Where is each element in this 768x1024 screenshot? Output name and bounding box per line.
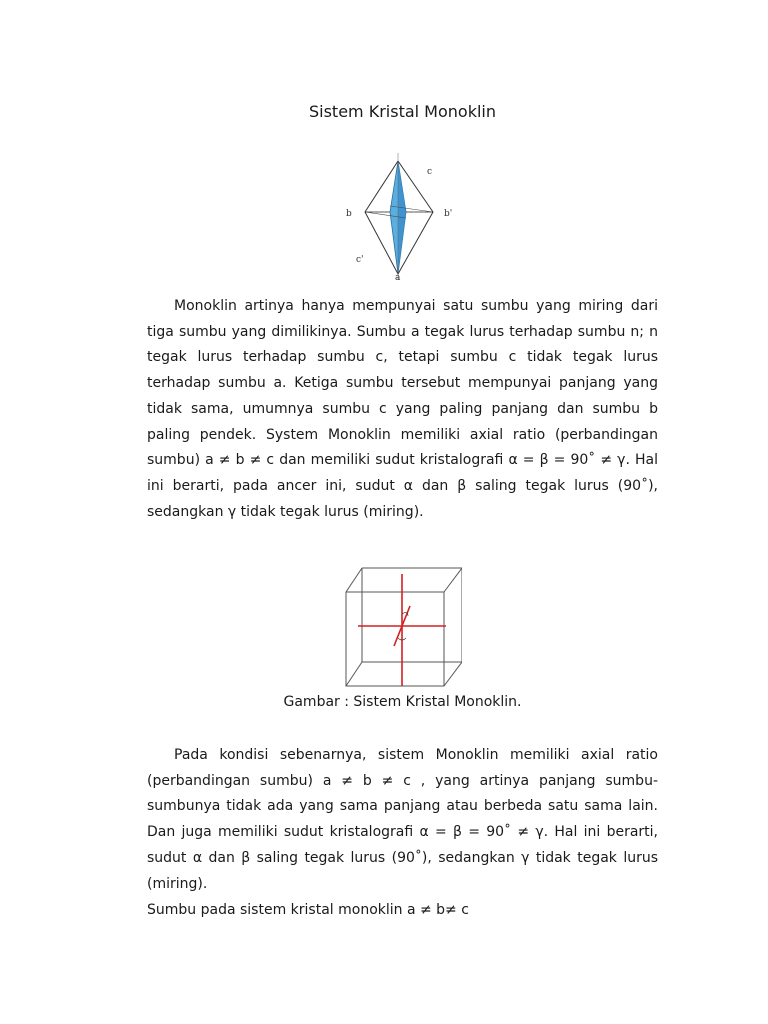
monoclinic-crystal-figure — [338, 148, 460, 280]
axis-label-c-prime: c' — [356, 255, 364, 265]
closing-line: Sumbu pada sistem kristal monoklin a ≠ b≠ c — [147, 902, 469, 918]
page-title: Sistem Kristal Monoklin — [308, 102, 496, 121]
monoclinic-axes-figure — [338, 562, 462, 692]
figure-caption: Gambar : Sistem Kristal Monoklin. — [283, 694, 522, 710]
paragraph-1: Monoklin artinya hanya mempunyai satu sumbu yang miring dari tiga sumbu yang dimilikinya. Sumbu a tegak lurus terhadap sumbu n; n tegak lurus terhadap sumbu c, tetapi sumbu c tidak tegak lurus terhadap sumbu a. Ketiga sumbu tersebut mempunyai panjang yang tidak sama, umumnya sumbu c yang paling panjang dan sumbu b paling pendek. System Monoklin memiliki axial ratio (perbandingan sumbu) a ≠ b ≠ c dan memiliki sudut kristalografi α = β = 90˚ ≠ γ. Hal ini berarti, pada ancer ini, sudut α dan β saling tegak lurus (90˚), sedangkan γ tidak tegak lurus (miring). — [147, 298, 658, 520]
axis-label-b: b — [346, 209, 352, 219]
axis-label-b-prime: b' — [444, 209, 453, 219]
axis-label-a: a — [395, 273, 401, 280]
axis-label-c: c — [427, 167, 433, 177]
paragraph-2: Pada kondisi sebenarnya, sistem Monoklin memiliki axial ratio (perbandingan sumbu) a ≠ b ≠ c , yang artinya panjang sumbu-sumbunya tidak ada yang sama panjang atau berbeda satu sama lain. Dan juga memiliki sudut kristalografi α = β = 90˚ ≠ γ. Hal ini berarti, sudut α dan β saling tegak lurus (90˚), sedangkan γ tidak tegak lurus (miring). — [147, 747, 658, 892]
